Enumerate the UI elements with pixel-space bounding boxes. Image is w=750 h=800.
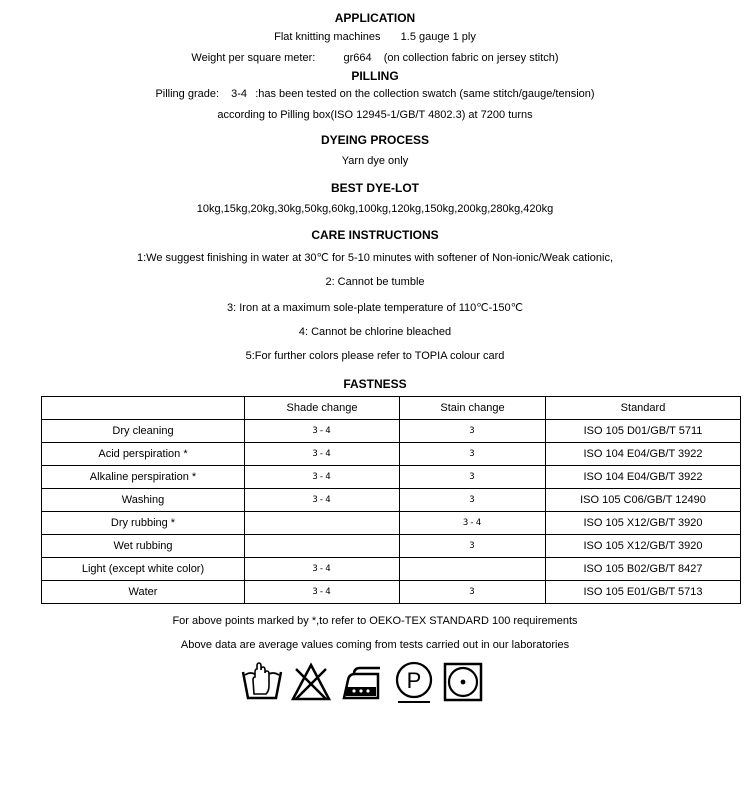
table-row bbox=[42, 443, 741, 466]
stain-change-value bbox=[400, 558, 546, 581]
table-row bbox=[42, 466, 741, 489]
shade-change-value: 3-4 bbox=[245, 443, 400, 466]
application-line-2 bbox=[0, 51, 750, 65]
dyelot-heading: BEST DYE-LOT bbox=[330, 181, 419, 195]
standard-value: ISO 105 C06/GB/T 12490 bbox=[546, 489, 741, 512]
care-item-5: 5:For further colors please refer to TOPIA colour card bbox=[245, 350, 505, 362]
application-heading: APPLICATION bbox=[334, 11, 416, 25]
machine-type: Flat knitting machines bbox=[274, 31, 381, 43]
test-name: Water bbox=[42, 581, 245, 604]
column-header-stain-change: Stain change bbox=[400, 397, 546, 420]
care-heading: CARE INSTRUCTIONS bbox=[311, 228, 439, 242]
table-row bbox=[42, 489, 741, 512]
dyeing-line: Yarn dye only bbox=[341, 155, 409, 167]
stain-change-value: 3 bbox=[400, 420, 546, 443]
stain-change-value: 3 bbox=[400, 443, 546, 466]
table-row bbox=[42, 512, 741, 535]
stain-change-value: 3 bbox=[400, 535, 546, 558]
weight-note: (on collection fabric on jersey stitch) bbox=[383, 52, 559, 64]
test-name: Dry rubbing * bbox=[42, 512, 245, 535]
column-header-shade-change: Shade change bbox=[245, 397, 400, 420]
care-item-4: 4: Cannot be chlorine bleached bbox=[298, 326, 452, 338]
shade-change-value: 3-4 bbox=[245, 420, 400, 443]
table-header-row bbox=[42, 397, 741, 420]
iron-icon bbox=[340, 660, 384, 704]
pilling-heading: PILLING bbox=[351, 69, 399, 83]
shade-change-value: 3-4 bbox=[245, 489, 400, 512]
care-item-3: 3: Iron at a maximum sole-plate temperature of 110℃-150℃ bbox=[227, 302, 523, 314]
stain-change-value: 3 bbox=[400, 466, 546, 489]
standard-value: ISO 105 X12/GB/T 3920 bbox=[546, 535, 741, 558]
column-header-standard: Standard bbox=[546, 397, 741, 420]
hand-wash-icon bbox=[240, 660, 284, 704]
column-header-test bbox=[42, 397, 245, 420]
pilling-grade-value: 3-4 bbox=[231, 88, 248, 100]
pilling-grade-label: Pilling grade: bbox=[155, 88, 220, 100]
standard-value: ISO 104 E04/GB/T 3922 bbox=[546, 466, 741, 489]
test-name: Dry cleaning bbox=[42, 420, 245, 443]
table-row bbox=[42, 558, 741, 581]
dyelot-line: 10kg,15kg,20kg,30kg,50kg,60kg,100kg,120kg,150kg,200kg,280kg,420kg bbox=[196, 203, 554, 215]
fastness-table bbox=[41, 396, 740, 604]
standard-value: ISO 104 E04/GB/T 3922 bbox=[546, 443, 741, 466]
note-average-values: Above data are average values coming from tests carried out in our laboratories bbox=[180, 639, 570, 651]
shade-change-value: 3-4 bbox=[245, 558, 400, 581]
care-item-1: 1:We suggest finishing in water at 30℃ for 5-10 minutes with softener of Non-ionic/Weak cationic, bbox=[136, 252, 613, 264]
note-oeko-tex: For above points marked by *,to refer to OEKO-TEX STANDARD 100 requirements bbox=[172, 615, 578, 627]
stain-change-value: 3 bbox=[400, 581, 546, 604]
standard-value: ISO 105 E01/GB/T 5713 bbox=[546, 581, 741, 604]
pilling-line-1 bbox=[0, 87, 750, 101]
shade-change-value bbox=[245, 512, 400, 535]
pilling-line-2: according to Pilling box(ISO 12945-1/GB/T 4802.3) at 7200 turns bbox=[217, 109, 533, 121]
care-symbols bbox=[240, 660, 490, 706]
shade-change-value: 3-4 bbox=[245, 581, 400, 604]
table-row bbox=[42, 535, 741, 558]
professional-cleaning-p-icon bbox=[392, 660, 436, 704]
weight-label: Weight per square meter: bbox=[191, 52, 316, 64]
stain-change-value: 3 bbox=[400, 489, 546, 512]
pilling-note: :has been tested on the collection swatch (same stitch/gauge/tension) bbox=[255, 88, 595, 100]
no-bleach-icon bbox=[289, 660, 333, 704]
table-row bbox=[42, 581, 741, 604]
test-name: Wet rubbing bbox=[42, 535, 245, 558]
shade-change-value bbox=[245, 535, 400, 558]
tumble-dry-icon bbox=[442, 660, 486, 704]
test-name: Light (except white color) bbox=[42, 558, 245, 581]
test-name: Washing bbox=[42, 489, 245, 512]
weight-value: gr664 bbox=[343, 52, 372, 64]
fastness-table-grid bbox=[41, 396, 741, 604]
fastness-heading: FASTNESS bbox=[343, 377, 407, 391]
standard-value: ISO 105 D01/GB/T 5711 bbox=[546, 420, 741, 443]
test-name: Alkaline perspiration * bbox=[42, 466, 245, 489]
care-item-2: 2: Cannot be tumble bbox=[325, 276, 425, 288]
dyeing-heading: DYEING PROCESS bbox=[320, 133, 430, 147]
shade-change-value: 3-4 bbox=[245, 466, 400, 489]
stain-change-value: 3-4 bbox=[400, 512, 546, 535]
table-row bbox=[42, 420, 741, 443]
professional-cleaning-letter: P bbox=[406, 668, 422, 693]
application-line-1 bbox=[0, 30, 750, 44]
gauge-ply: 1.5 gauge 1 ply bbox=[400, 31, 476, 43]
standard-value: ISO 105 B02/GB/T 8427 bbox=[546, 558, 741, 581]
test-name: Acid perspiration * bbox=[42, 443, 245, 466]
standard-value: ISO 105 X12/GB/T 3920 bbox=[546, 512, 741, 535]
